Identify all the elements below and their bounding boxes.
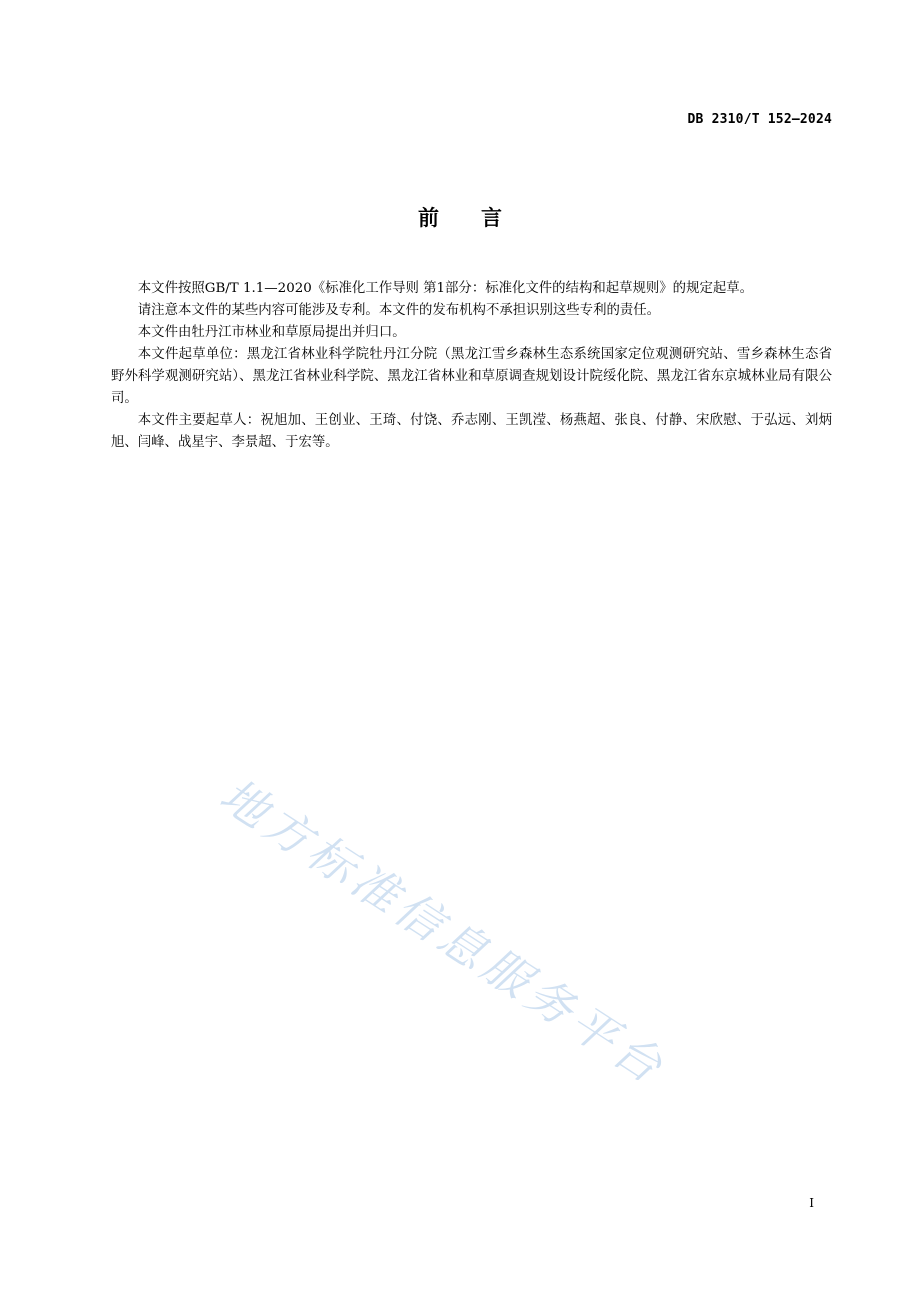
watermark: 地方标准信息服务平台: [210, 767, 677, 1097]
document-code: DB 2310/T 152—2024: [687, 112, 832, 127]
foreword-body: [111, 278, 832, 454]
paragraph-patent-notice: 请注意本文件的某些内容可能涉及专利。本文件的发布机构不承担识别这些专利的责任。: [137, 303, 661, 318]
paragraph-drafting-rules: 本文件按照GB/T 1.1—2020《标准化工作导则 第1部分：标准化文件的结构和起草规则》的规定起草。: [137, 281, 754, 296]
paragraph-drafters: 本文件主要起草人：祝旭加、王创业、王琦、付饶、乔志刚、王凯滢、杨燕超、张良、付静、宋欣慰、于弘远、刘炳旭、闫峰、战星宇、李景超、于宏等。: [111, 413, 832, 450]
paragraph-proposer: 本文件由牡丹江市林业和草原局提出并归口。: [137, 325, 406, 340]
page-number: I: [809, 1196, 814, 1210]
section-title-foreword: 前言: [418, 206, 544, 230]
paragraph-drafting-units: 本文件起草单位：黑龙江省林业科学院牡丹江分院（黑龙江雪乡森林生态系统国家定位观测研究站、雪乡森林生态省野外科学观测研究站）、黑龙江省林业科学院、黑龙江省林业和草原调查规划设计院绥化院、黑龙江省东京城林业局有限公司。: [111, 347, 832, 406]
